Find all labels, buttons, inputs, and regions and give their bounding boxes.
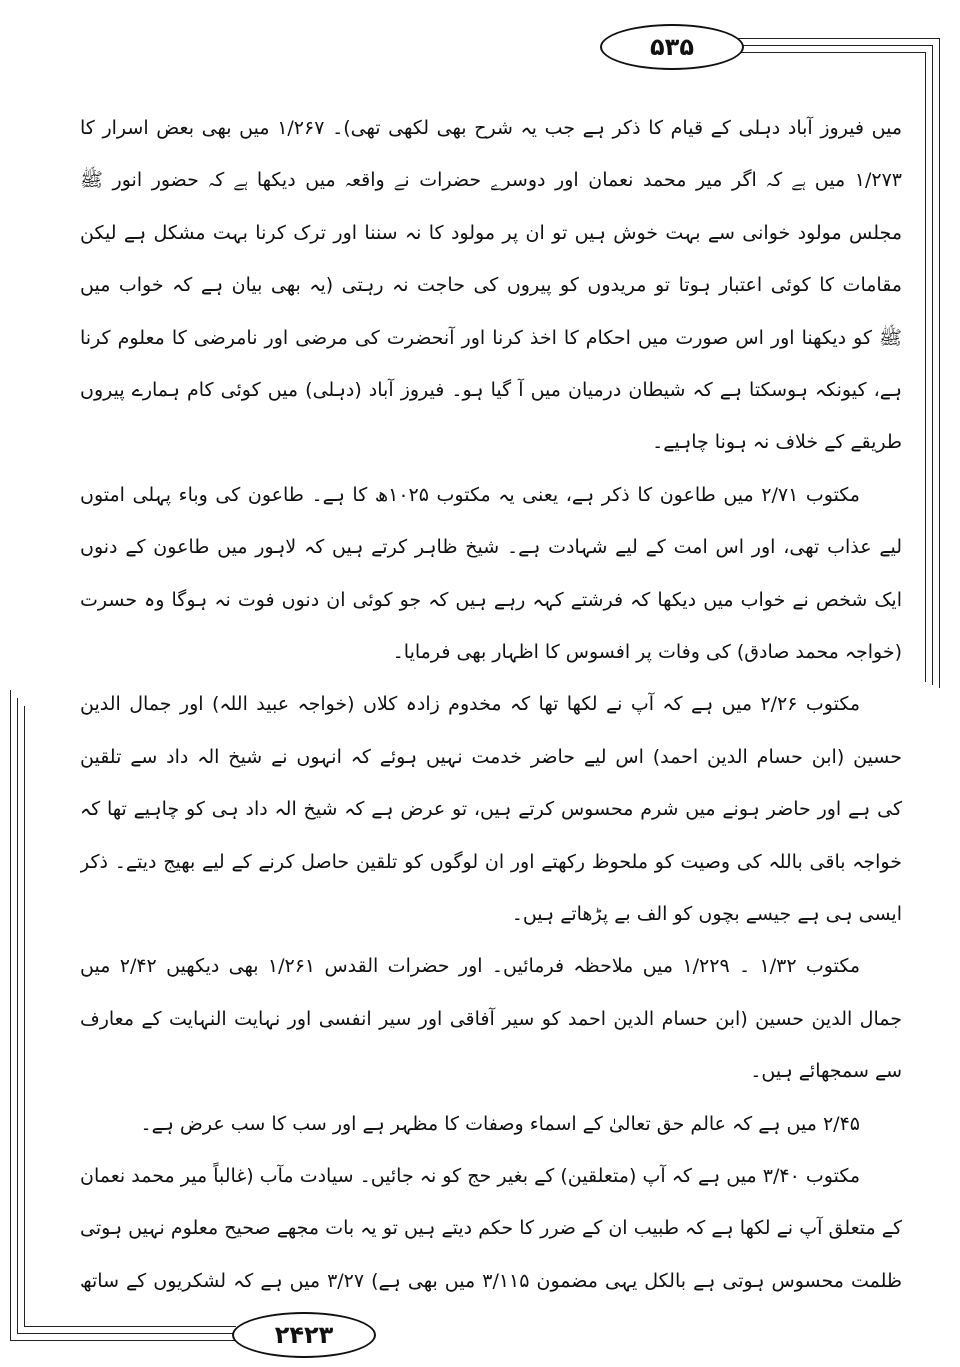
paragraph-2-line: ایک شخص نے خواب میں دیکھا کہ فرشتے کہہ رہے ہیں کہ جو کوئی ان دنوں فوت نہ ہوگا وہ حسرت — [80, 588, 902, 611]
paragraph-4-line: مکتوب ۱/۳۲ ۔ ۱/۲۲۹ میں ملاحظہ فرمائیں۔ اور حضرات القدس ۱/۲۶۱ بھی دیکھیں ۲/۴۲ میں — [80, 955, 861, 978]
paragraph-1-line: ﷺ کو دیکھنا اور اس صورت میں احکام کا اخذ کرنا اور آنحضرت کی مرضی اور نامرضی کا معلوم کرنا — [80, 326, 902, 349]
paragraph-1-line: مقامات کا کوئی اعتبار ہوتا تو مریدوں کو پیروں کی حاجت نہ رہتی (یہ بھی بیان ہے کہ خواب میں — [80, 274, 902, 297]
paragraph-1-line: ۱/۲۷۳ میں ہے کہ اگر میر محمد نعمان اور دوسرے حضرات نے واقعہ میں دیکھا ہے کہ حضور انور ﷺ — [80, 169, 902, 192]
paragraph-3-line: حسین (ابن حسام الدین احمد) اس لیے حاضر خدمت نہیں ہوئے کہ انہوں نے شیخ الہ داد سے تلقین — [80, 745, 902, 768]
paragraph-3-line: مکتوب ۲/۲۶ میں ہے کہ آپ نے لکھا تھا کہ مخدوم زادہ کلاں (خواجہ عبید اللہ) اور جمال الدین — [80, 693, 860, 716]
paragraph-6-line: مکتوب ۳/۴۰ میں ہے کہ آپ (متعلقین) کے بغیر حج کو نہ جائیں۔ سیادت مآب (غالباً میر محمد نعمان — [80, 1165, 861, 1187]
paragraph-1-line: مجلس مولود خوانی سے بہت خوش ہیں تو ان پر مولود کا نہ سننا اور ترک کرنا بہت مشکل ہے لیکن — [80, 221, 902, 244]
paragraph-2-line: لیے عذاب تھی، اور اس امت کے لیے شہادت ہے۔ شیخ ظاہر کرتے ہیں کہ لاہور میں طاعون کے دنوں — [80, 536, 902, 559]
paragraph-3-line: کی ہے اور حاضر ہونے میں شرم محسوس کرتے ہیں، تو عرض ہے کہ شیخ الہ داد ہی کو چاہیے تھا کہ — [80, 798, 902, 821]
top-page-number: ۵۳۵ — [600, 24, 744, 70]
paragraph-4-line: جمال الدین حسین (ابن حسام الدین احمد کو سیر آفاقی اور سیر انفسی اور نہایت النہایت کے معارف — [80, 1007, 902, 1030]
paragraph-1-line: طریقے کے خلاف نہ ہونا چاہیے۔ — [652, 431, 902, 454]
paragraph-4-line: سے سمجھائے ہیں۔ — [750, 1060, 902, 1083]
paragraph-2-line: مکتوب ۲/۷۱ میں طاعون کا ذکر ہے، یعنی یہ مکتوب ۱۰۲۵ھ کا ہے۔ طاعون کی وباء پہلی امتوں — [80, 483, 860, 506]
paragraph-6-line: ظلمت محسوس ہوتی ہے بالکل یہی مضمون ۳/۱۱۵ میں بھی ہے) ۳/۲۷ میں ہے کہ لشکریوں کے ساتھ — [80, 1269, 902, 1292]
paragraph-6-line: کے متعلق آپ نے لکھا ہے کہ طبیب ان کے ضرر کا حکم دیتے ہیں تو یہ بات مجھے صحیح معلوم نہیں ہوتی — [80, 1217, 902, 1240]
paragraph-1-line: ہے، کیونکہ ہوسکتا ہے کہ شیطان درمیان میں آ گیا ہو۔ فیروز آباد (دہلی) میں کوئی کام ہمارے پیروں — [80, 379, 902, 401]
paragraph-3-line: خواجہ باقی باللہ کی وصیت کو ملحوظ رکھتے اور ان لوگوں کو تلقین حاصل کرنے کے لیے بھیج دیتے۔ ذکر — [80, 850, 902, 873]
paragraph-3-line: ایسی ہی ہے جیسے بچوں کو الف بے پڑھاتے ہیں۔ — [511, 903, 902, 925]
paragraph-5-line: ۲/۴۵ میں ہے کہ عالم حق تعالیٰ کے اسماء وصفات کا مظہر ہے اور سب کا سب عرض ہے۔ — [140, 1112, 860, 1135]
paragraph-1-line: میں فیروز آباد دہلی کے قیام کا ذکر ہے جب یہ شرح بھی لکھی تھی)۔ ۱/۲۶۷ میں بھی بعض اسرار کا — [80, 117, 902, 139]
bottom-page-number: ۲۴۲۳ — [232, 1312, 376, 1358]
paragraph-2-line: (خواجہ محمد صادق) کی وفات پر افسوس کا اظہار بھی فرمایا۔ — [392, 641, 902, 663]
